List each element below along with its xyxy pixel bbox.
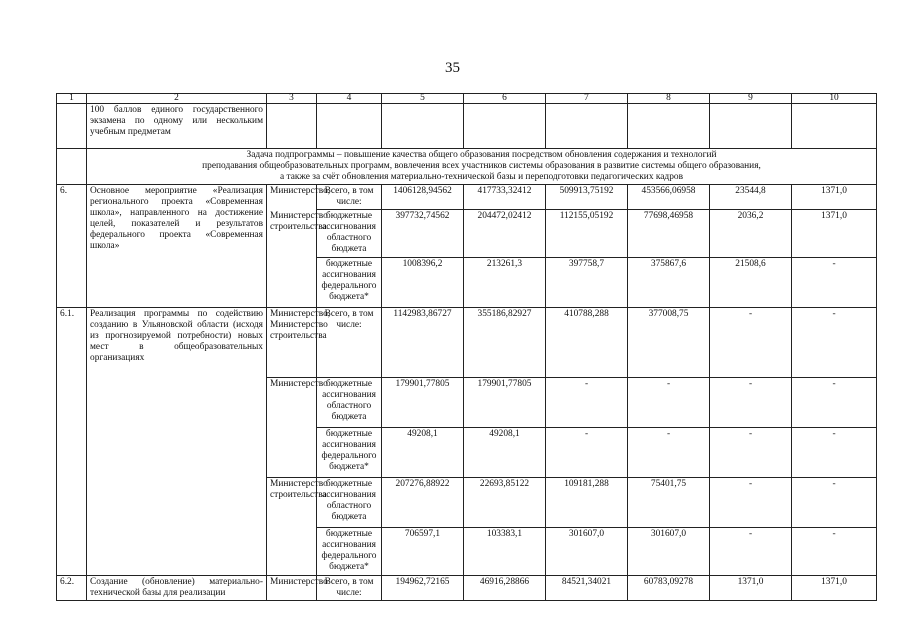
value-cell: 77698,46958 (628, 210, 710, 258)
value-cell: 179901,77805 (382, 378, 464, 428)
value-cell: 204472,02412 (464, 210, 546, 258)
page-number: 35 (445, 60, 460, 76)
value-cell: 49208,1 (382, 428, 464, 478)
value-cell: 1371,0 (792, 185, 877, 210)
value-cell: 49208,1 (464, 428, 546, 478)
value-cell: - (546, 378, 628, 428)
value-cell: 301607,0 (628, 528, 710, 576)
source-label: Всего, в том числе: (317, 185, 382, 210)
value-cell: 397758,7 (546, 258, 628, 308)
header-cell: 10 (792, 94, 877, 104)
value-cell: - (792, 378, 877, 428)
value-cell: 706597,1 (382, 528, 464, 576)
header-cell: 2 (87, 94, 267, 104)
source-label: бюджетные ассигнования областного бюджета (317, 478, 382, 528)
value-cell: 1371,0 (792, 210, 877, 258)
executor: Министерство (267, 576, 317, 601)
value-cell: 1371,0 (710, 576, 792, 601)
source-label: бюджетные ассигнования областного бюджета (317, 210, 382, 258)
value-cell: 410788,288 (546, 308, 628, 378)
value-cell: 21508,6 (710, 258, 792, 308)
value-cell: 207276,88922 (382, 478, 464, 528)
source-label: бюджетные ассигнования федерального бюджета* (317, 528, 382, 576)
value-cell: - (710, 378, 792, 428)
executor: Министерство, Министерство строительства (267, 308, 317, 378)
value-cell: 46916,28866 (464, 576, 546, 601)
row-name: Основное мероприятие «Реализация регионального проекта «Современная школа», направленного на достижение целей, показателей и результатов федерального проекта «Современная школа» (87, 185, 267, 308)
value-cell: - (792, 258, 877, 308)
header-cell: 1 (57, 94, 87, 104)
task-text: Задача подпрограммы – повышение качества общего образования посредством обновления содержания и технологий преподавания общеобразовательных программ, вовлечения всех участников системы образования в развитие системы общего образования, а также за счёт обновления материально-технической базы и переподготовки педагогических кадров (87, 149, 877, 185)
header-cell: 5 (382, 94, 464, 104)
source-label: бюджетные ассигнования федерального бюджета* (317, 428, 382, 478)
executor: Министерство (267, 378, 317, 478)
executor: Министерство строительства (267, 478, 317, 576)
row-number: 6.2. (57, 576, 87, 601)
value-cell: 1008396,2 (382, 258, 464, 308)
value-cell: 375867,6 (628, 258, 710, 308)
value-cell: 109181,288 (546, 478, 628, 528)
executor: Министерство, (267, 185, 317, 210)
task-row (57, 149, 877, 185)
source-label: Всего, в том числе: (317, 576, 382, 601)
header-cell: 8 (628, 94, 710, 104)
header-cell: 4 (317, 94, 382, 104)
value-cell: 417733,32412 (464, 185, 546, 210)
row-number: 6.1. (57, 308, 87, 576)
continuation-row (57, 104, 877, 149)
value-cell: 22693,85122 (464, 478, 546, 528)
value-cell: - (710, 428, 792, 478)
value-cell: - (710, 478, 792, 528)
executor: Министерство строительства (267, 210, 317, 308)
budget-table (56, 93, 877, 601)
value-cell: - (710, 528, 792, 576)
value-cell: 355186,82927 (464, 308, 546, 378)
value-cell: 84521,34021 (546, 576, 628, 601)
value-cell: 2036,2 (710, 210, 792, 258)
row-name: Создание (обновление) материально-технической базы для реализации (87, 576, 267, 601)
header-cell: 6 (464, 94, 546, 104)
table-row (57, 185, 877, 210)
value-cell: 377008,75 (628, 308, 710, 378)
value-cell: 1142983,86727 (382, 308, 464, 378)
table-row (57, 576, 877, 601)
value-cell: 1406128,94562 (382, 185, 464, 210)
continuation-text: 100 баллов единого государственного экзамена по одному или нескольким учебным предметам (87, 104, 267, 149)
value-cell: - (792, 478, 877, 528)
source-label: бюджетные ассигнования областного бюджета (317, 378, 382, 428)
value-cell: 60783,09278 (628, 576, 710, 601)
value-cell: - (710, 308, 792, 378)
value-cell: - (628, 428, 710, 478)
value-cell: - (546, 428, 628, 478)
source-label: бюджетные ассигнования федерального бюджета* (317, 258, 382, 308)
value-cell: 397732,74562 (382, 210, 464, 258)
value-cell: 213261,3 (464, 258, 546, 308)
row-number: 6. (57, 185, 87, 308)
table-row (57, 308, 877, 378)
value-cell: 179901,77805 (464, 378, 546, 428)
value-cell: 194962,72165 (382, 576, 464, 601)
value-cell: 1371,0 (792, 576, 877, 601)
value-cell: - (628, 378, 710, 428)
value-cell: 509913,75192 (546, 185, 628, 210)
header-cell: 9 (710, 94, 792, 104)
source-label: Всего, в том числе: (317, 308, 382, 378)
value-cell: - (792, 528, 877, 576)
header-cell: 3 (267, 94, 317, 104)
value-cell: - (792, 428, 877, 478)
value-cell: 453566,06958 (628, 185, 710, 210)
value-cell: 103383,1 (464, 528, 546, 576)
value-cell: 112155,05192 (546, 210, 628, 258)
value-cell: 301607,0 (546, 528, 628, 576)
value-cell: 75401,75 (628, 478, 710, 528)
value-cell: 23544,8 (710, 185, 792, 210)
header-cell: 7 (546, 94, 628, 104)
value-cell: - (792, 308, 877, 378)
row-name: Реализация программы по содействию созданию в Ульяновской области (исходя из прогнозируемой потребности) новых мест в общеобразовательных организациях (87, 308, 267, 576)
header-row (57, 94, 877, 104)
